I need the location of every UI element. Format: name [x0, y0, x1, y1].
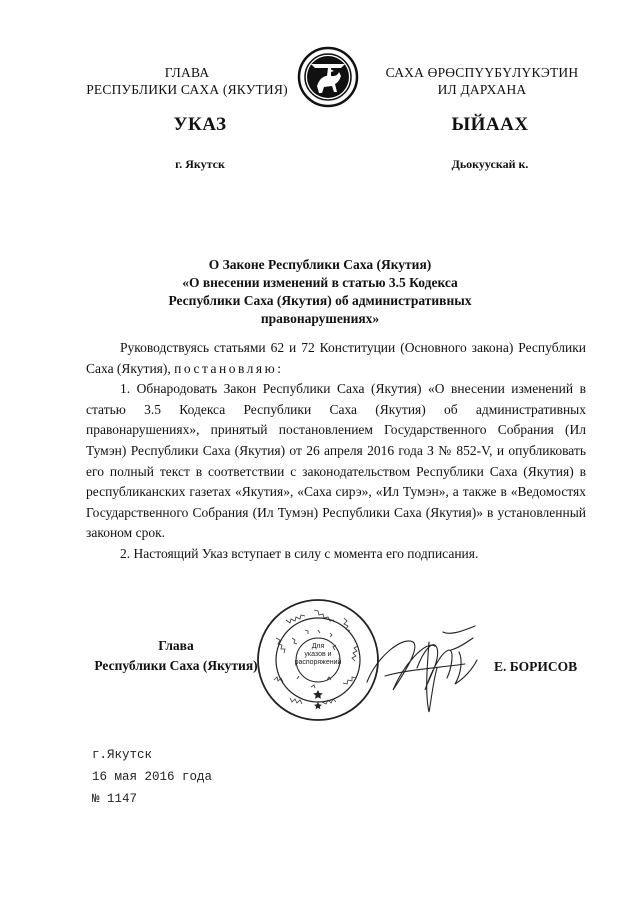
- preamble-end: :: [277, 360, 281, 376]
- registration-number: № 1147: [92, 792, 138, 806]
- preamble-start: Руководствуясь статьями 62 и 72 Конституции (Основного закона) Республики Саха (Якутия),: [86, 340, 586, 376]
- title-line3: Республики Саха (Якутия) об административных: [168, 293, 472, 308]
- header-right-line1: САХА ӨРӨСПҮҮБҮЛҮКЭТИН: [385, 65, 579, 80]
- coat-of-arms-emblem: [297, 46, 359, 108]
- header-left: [72, 64, 302, 98]
- registration-city: г.Якутск: [92, 748, 153, 762]
- signature-title-line1: Глава: [158, 638, 194, 653]
- registration-date: 16 мая 2016 года: [92, 770, 213, 784]
- city-left: г. Якутск: [175, 157, 225, 171]
- item-1: 1. Обнародовать Закон Республики Саха (Якутия) «О внесении изменений в статью 3.5 Кодекса Республики Саха (Якутия) об административных правонарушениях», принятый постановлением Государственного Собрания (Ил Тумэн) Республики Саха (Якутия) от 26 апреля 2016 года З № 852-V, и опубликовать его полный текст в соответствии с законодательством Республики Саха (Якутия) в республиканских газетах «Якутия», «Саха сирэ», «Ил Тумэн», а также в «Ведомостях Государственного Собрания (Ил Тумэн) Республики Саха (Якутия)» в установленный законом срок.: [86, 381, 586, 541]
- document-body: [86, 338, 586, 565]
- signatory-name: Е. БОРИСОВ: [494, 659, 578, 674]
- header-right: [364, 64, 600, 98]
- preamble: [86, 338, 586, 379]
- stamp-inner-line1: Для: [311, 643, 325, 650]
- stamp-inner-line2: указов и: [304, 651, 332, 658]
- document-title: [110, 256, 530, 328]
- stamp-star-icon: [313, 690, 322, 699]
- stamp-inner-line3: распоряжений: [294, 659, 342, 666]
- stamp-inner-text: [293, 643, 343, 667]
- handwritten-signature: [355, 612, 485, 716]
- title-line1: О Законе Республики Саха (Якутия): [208, 257, 432, 272]
- registration-block: [92, 744, 352, 810]
- header-left-line2: РЕСПУБЛИКИ САХА (ЯКУТИЯ): [86, 82, 288, 97]
- preamble-keyword: постановляю: [174, 360, 278, 376]
- signature-title: [86, 636, 266, 676]
- item-2: 2. Настоящий Указ вступает в силу с момента его подписания.: [120, 545, 479, 561]
- title-line2: «О внесении изменений в статью 3.5 Кодекса: [182, 275, 458, 290]
- header-right-line2: ИЛ ДАРХАНА: [437, 82, 527, 97]
- doc-type-left: УКАЗ: [173, 114, 227, 135]
- signature-title-line2: Республики Саха (Якутия): [94, 658, 258, 673]
- city-right: Дьокуускай к.: [451, 157, 529, 171]
- header-left-line1: ГЛАВА: [164, 65, 210, 80]
- title-line4: правонарушениях»: [260, 311, 380, 326]
- doc-type-right: ЫЙААХ: [451, 114, 529, 135]
